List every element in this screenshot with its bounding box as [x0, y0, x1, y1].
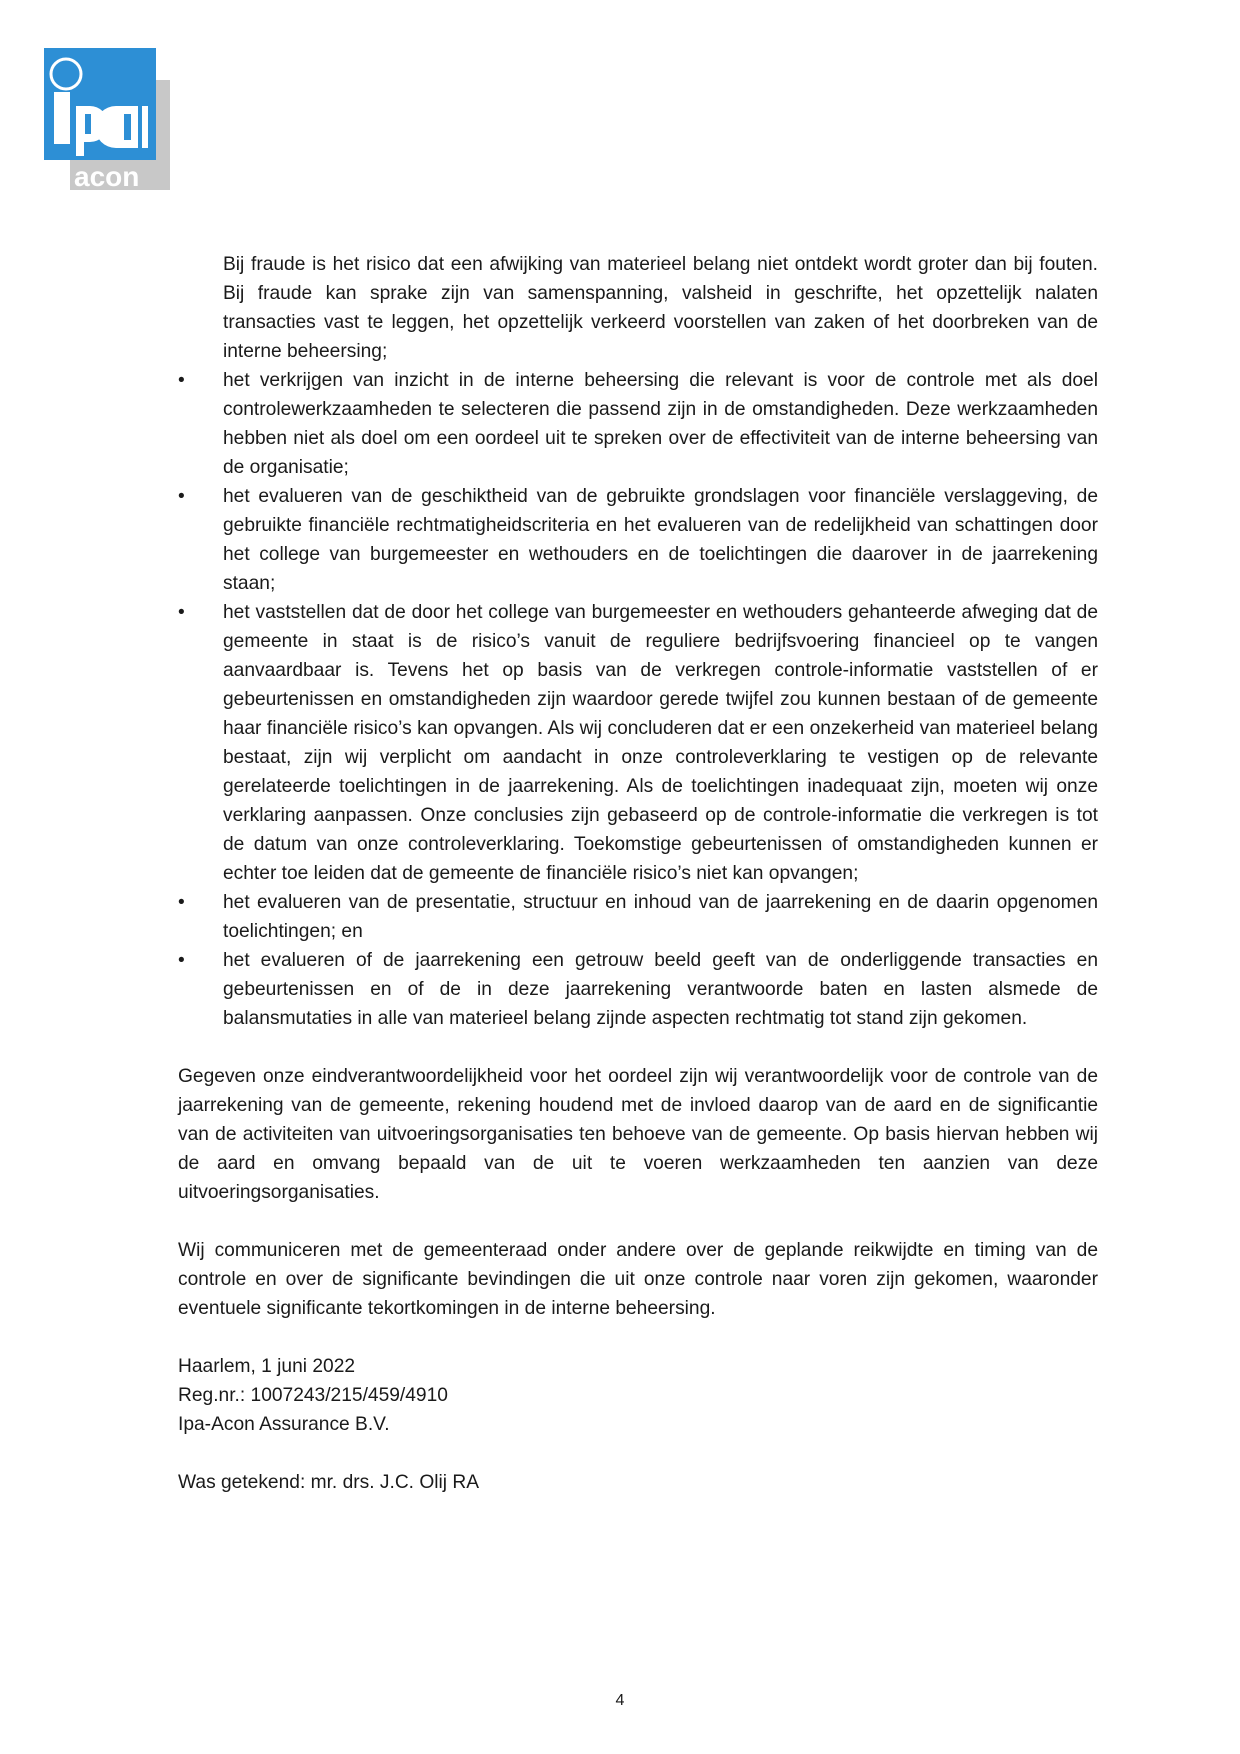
firm-name: Ipa-Acon Assurance B.V.	[178, 1414, 390, 1435]
bullet-icon: •	[178, 892, 185, 913]
ipa-acon-logo	[44, 48, 170, 190]
place-date: Haarlem, 1 juni 2022	[178, 1356, 356, 1377]
bullet-icon: •	[178, 370, 185, 391]
continuation-paragraph: Bij fraude is het risico dat een afwijking van materieel belang niet ontdekt wordt groter dan bij fouten. Bij fraude kan sprake zijn van samenspanning, valsheid in geschrifte, het opzettelijk nalaten transacties vast te leggen, het opzettelijk verkeerd voorstellen van zaken of het doorbreken van de interne beheersing;	[223, 254, 1098, 362]
bullet-list	[178, 366, 1098, 1033]
list-item: • het vaststellen dat de door het college van burgemeester en wethouders gehanteerde afweging dat de gemeente in staat is de risico’s vanuit de reguliere bedrijfsvoering financieel op te vangen aanvaardbaar is. Tevens het op basis van de verkregen controle-informatie vaststellen of er gebeurtenissen en omstandigheden zijn waardoor gerede twijfel zou kunnen bestaan of de gemeente haar financiële risico’s kan opvangen. Als wij concluderen dat er een onzekerheid van materieel belang bestaat, zijn wij verplicht om aandacht in onze controleverklaring te vestigen op de relevante gerelateerde toelichtingen in de jaarrekening. Als de toelichtingen inadequaat zijn, moeten wij onze verklaring aanpassen. Onze conclusies zijn gebaseerd op de controle-informatie die verkregen is tot de datum van onze controleverklaring. Toekomstige gebeurtenissen of omstandigheden kunnen er echter toe leiden dat de gemeente de financiële risico’s niet kan opvangen;	[178, 598, 1098, 888]
bullet-icon: •	[178, 950, 185, 971]
registration-number: Reg.nr.: 1007243/215/459/4910	[178, 1385, 448, 1406]
svg-text:acon: acon	[74, 161, 140, 190]
signed-by: Was getekend: mr. drs. J.C. Olij RA	[178, 1472, 480, 1493]
list-item: • het verkrijgen van inzicht in de interne beheersing die relevant is voor de controle met als doel controlewerkzaamheden te selecteren die passend zijn in de omstandigheden. Deze werkzaamheden hebben niet als doel om een oordeel uit te spreken over de effectiviteit van de interne beheersing van de organisatie;	[178, 366, 1098, 482]
list-item: • het evalueren van de presentatie, structuur en inhoud van de jaarrekening en de daarin opgenomen toelichtingen; en	[178, 888, 1098, 946]
bullet-icon: •	[178, 486, 185, 507]
communication-paragraph: Wij communiceren met de gemeenteraad onder andere over de geplande reikwijdte en timing van de controle en over de significante bevindingen die uit onze controle naar voren zijn gekomen, waaronder eventuele significante tekortkomingen in de interne beheersing.	[178, 1240, 1098, 1319]
bullet-icon: •	[178, 602, 185, 623]
document-body	[178, 250, 1098, 1497]
logo-lettering-icon	[44, 48, 170, 190]
list-item: • het evalueren van de geschiktheid van de gebruikte grondslagen voor financiële verslaggeving, de gebruikte financiële rechtmatigheidscriteria en het evalueren van de redelijkheid van schattingen door het college van burgemeester en wethouders en de toelichtingen die daarover in de jaarrekening staan;	[178, 482, 1098, 598]
responsibility-paragraph: Gegeven onze eindverantwoordelijkheid voor het oordeel zijn wij verantwoordelijk voor de controle van de jaarrekening van de gemeente, rekening houdend met de invloed daarop van de aard en de significantie van de activiteiten van uitvoeringsorganisaties ten behoeve van de gemeente. Op basis hiervan hebben wij de aard en omvang bepaald van de uit te voeren werkzaamheden ten aanzien van deze uitvoeringsorganisaties.	[178, 1066, 1098, 1203]
list-item: • het evalueren of de jaarrekening een getrouw beeld geeft van de onderliggende transacties en gebeurtenissen en of de in deze jaarrekening verantwoorde baten en lasten alsmede de balansmutaties in alle van materieel belang zijnde aspecten rechtmatig tot stand zijn gekomen.	[178, 946, 1098, 1033]
page-number: 4	[615, 1692, 625, 1709]
